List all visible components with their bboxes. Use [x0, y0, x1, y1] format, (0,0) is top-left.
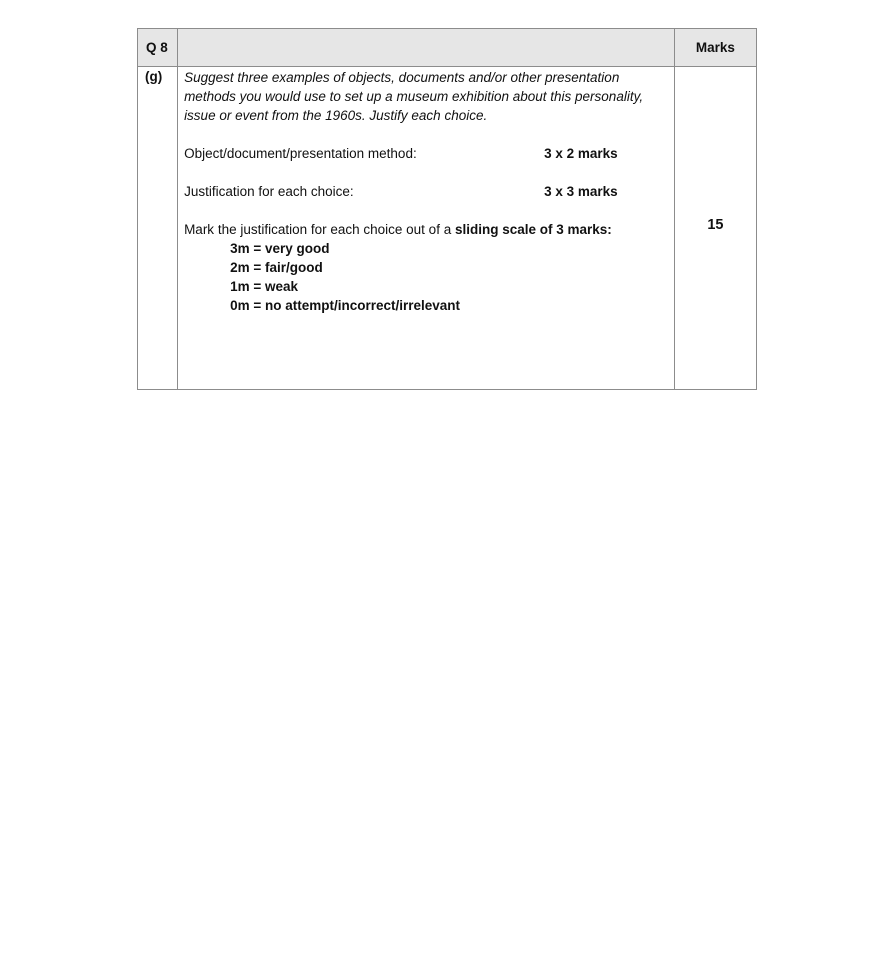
- criterion-marks: 3 x 2 marks: [544, 146, 618, 161]
- question-number-header: Q 8: [138, 29, 178, 67]
- part-label: (g): [138, 67, 178, 390]
- criterion-marks: 3 x 3 marks: [544, 184, 618, 199]
- criterion-row-justification: [184, 182, 668, 201]
- scale-list: [184, 239, 668, 315]
- scale-intro-emphasis: sliding scale of 3 marks:: [454, 222, 612, 237]
- table-header-row: [138, 29, 757, 67]
- marks-header: Marks: [674, 29, 756, 67]
- blank-header-cell: [178, 29, 675, 67]
- list-item: 0m = no attempt/incorrect/irrelevant: [230, 298, 461, 313]
- criterion-label: Justification for each choice:: [184, 184, 354, 199]
- scale-intro: [184, 220, 668, 239]
- question-content-cell: [178, 67, 675, 390]
- total-marks: 15: [707, 217, 724, 233]
- criterion-row-method: [184, 144, 668, 163]
- scale-intro-text: Mark the justification for each choice out of a: [184, 222, 455, 237]
- marks-cell: [674, 67, 756, 390]
- list-item: 1m = weak: [230, 279, 298, 294]
- table-row: [138, 67, 757, 390]
- list-item: 2m = fair/good: [230, 260, 323, 275]
- list-item: 3m = very good: [230, 241, 330, 256]
- criterion-label: Object/document/presentation method:: [184, 146, 417, 161]
- question-prompt: Suggest three examples of objects, documents and/or other presentation methods you would use to set up a museum exhibition about this personality, issue or event from the 1960s. Justify each choice.: [184, 70, 644, 123]
- marking-table: [137, 28, 757, 390]
